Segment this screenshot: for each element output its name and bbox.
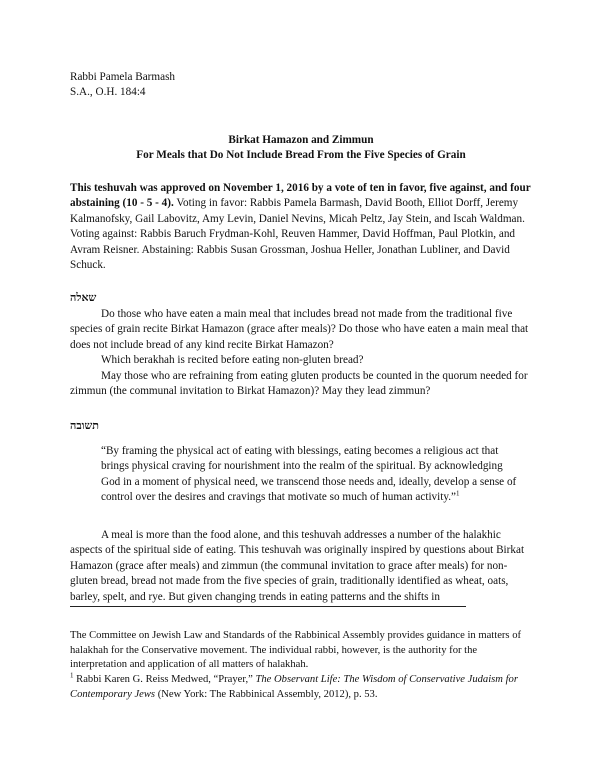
citation: S.A., O.H. 184:4 xyxy=(70,86,146,99)
approval-paragraph xyxy=(70,181,532,273)
committee-note: The Committee on Jewish Law and Standards of the Rabbinical Assembly provides guidance in matters of halakhah for the Conservative movement. The individual rabbi, however, is the authority for the interpretation and application of all matters of halakhah. xyxy=(70,630,522,671)
question-p2: Which berakhah is recited before eating non-gluten bread? xyxy=(101,354,364,367)
opening-quote xyxy=(101,444,519,506)
author-line xyxy=(70,70,532,101)
question-p1: Do those who have eaten a main meal that includes bread not made from the traditional five species of grain recite Birkat Hamazon (grace after meals)? Do those who have eaten a main meal that does not include bread of any kind recite Birkat Hamazon? xyxy=(70,308,529,351)
footnote-author: Rabbi Karen G. Reiss Medwed, “Prayer,” xyxy=(73,674,256,685)
quote-text: “By framing the physical act of eating with blessings, eating becomes a religious act that brings physical craving for nourishment into the realm of the spiritual. By acknowledging God in a moment of physical need, we transcend those needs and, ideally, develop a sense of control over the desires and cravings that motivate so much of human activity.” xyxy=(101,445,517,504)
answer-heading xyxy=(70,419,532,434)
question-p3: May those who are refraining from eating gluten products be counted in the quorum needed for zimmun (the communal invitation to Birkat Hamazon)? May they lead zimmun? xyxy=(70,369,528,398)
footnote-publication: (New York: The Rabbinical Assembly, 2012), p. 53. xyxy=(155,688,378,700)
footnote-ref: 1 xyxy=(456,489,460,498)
teshuvah-heading: תשובה xyxy=(70,420,99,432)
approval-voters: Voting in favor: Rabbis Pamela Barmash, David Booth, Elliot Dorff, Jeremy Kalmanofsky, Gail Labovitz, Amy Levin, Daniel Nevins, Micah Peltz, Jay Stein, and Iscah Waldman. Voting against: Rabbis Baruch Frydman-Kohl, Reuven Hammer, David Hoffman, Paul Plotkin, and Avram Reisner. Abstaining: Rabbis Susan Grossman, Joshua Heller, Jonathan Lubliner, and David Schuck. xyxy=(70,197,525,272)
question-section xyxy=(70,307,532,399)
title-line-1: Birkat Hamazon and Zimmun xyxy=(228,134,374,146)
footnote-book-title: The Observant Life: The Wisdom of Conservative Judaism for Contemporary Jews xyxy=(70,674,518,700)
document-title xyxy=(70,133,532,164)
footnote-number: 1 xyxy=(70,671,74,680)
title-line-2: For Meals that Do Not Include Bread From the Five Species of Grain xyxy=(136,149,466,162)
footnote-1 xyxy=(70,673,532,702)
answer-p1: A meal is more than the food alone, and this teshuvah addresses a number of the halakhic aspects of the spiritual side of eating. This teshuvah was originally inspired by questions about Birkat Hamazon (grace after meals) and zimmun (the communal invitation to grace after meals) for non-gluten bread, bread not made from the five species of grain, traditionally identified as wheat, oats, barley, spelt, and rye. But given changing trends in eating patterns and the shifts in xyxy=(70,529,525,603)
question-heading xyxy=(70,291,532,306)
approval-vote: This teshuvah was approved on November 1, 2016 by a vote of ten in favor, five against, and four abstaining (10 - 5 - 4). xyxy=(70,182,531,210)
sheelah-heading: שאלה xyxy=(70,292,97,304)
answer-paragraph xyxy=(70,528,532,605)
author-name: Rabbi Pamela Barmash xyxy=(70,71,176,83)
footnote-divider xyxy=(70,606,466,607)
